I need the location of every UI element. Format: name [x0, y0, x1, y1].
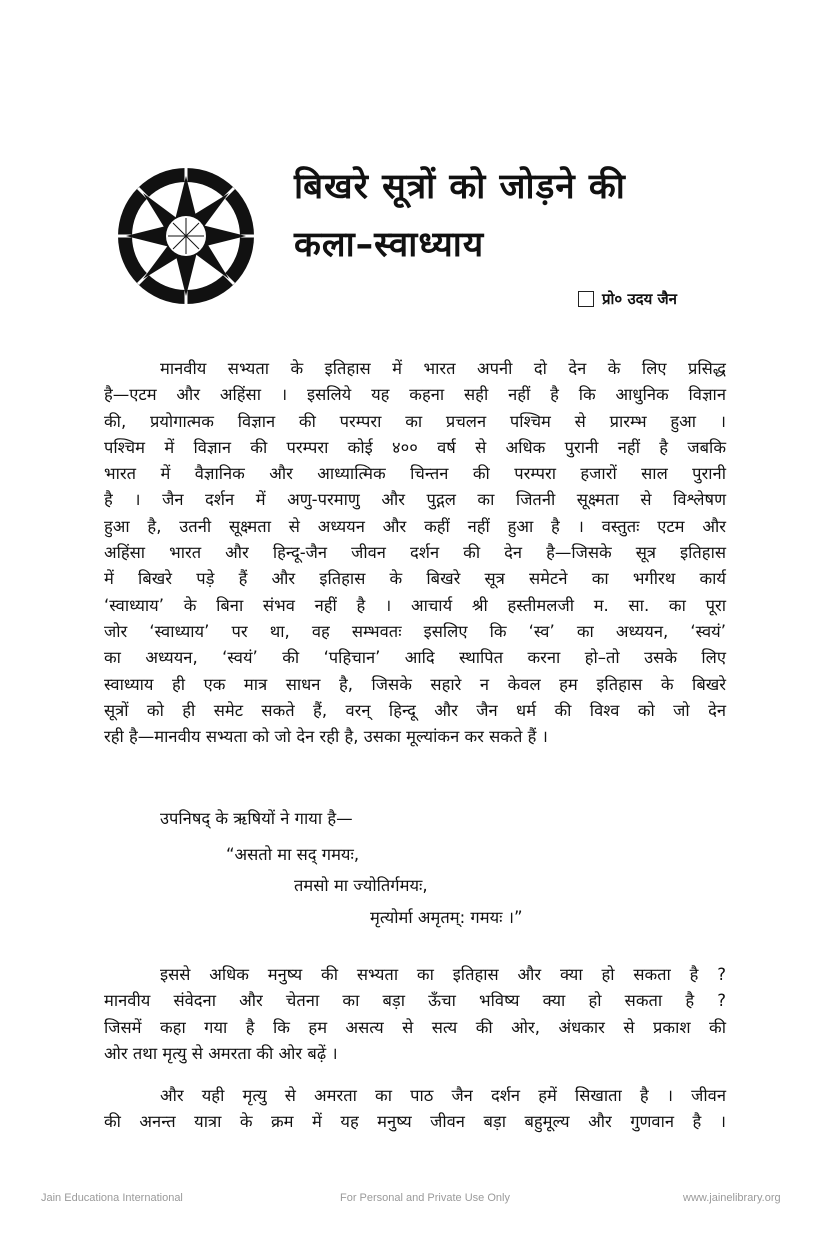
text-line: ओर तथा मृत्यु से अमरता की ओर बढ़ें ।	[104, 1043, 338, 1063]
text-line: इससे अधिक मनुष्य की सभ्यता का इतिहास और क्या हो सकता है ?	[160, 965, 726, 984]
text-line: स्वाध्याय ही एक मात्र साधन है, जिसके सहारे न केवल हम इतिहास के बिखरे	[104, 674, 726, 694]
text-line: मानवीय सभ्यता के इतिहास में भारत अपनी दो देन के लिए प्रसिद्ध	[160, 359, 726, 378]
paragraph-1	[104, 356, 726, 750]
text-line: है । जैन दर्शन में अणु-परमाणु और पुद्गल का जितनी सूक्ष्मता से विश्लेषण	[104, 490, 726, 510]
author-name: प्रो० उदय जैन	[602, 290, 678, 308]
text-line: सूत्रों को ही समेट सकते हैं, वरन् हिन्दू और जैन धर्म की विश्व को जो देन	[104, 700, 726, 720]
paragraph-2	[104, 962, 726, 1067]
text-line: में बिखरे पड़े हैं और इतिहास के बिखरे सूत्र समेटने का भगीरथ कार्य	[104, 569, 726, 589]
quote-intro: उपनिषद् के ऋषियों ने गाया है—	[160, 809, 353, 828]
footer-website-link[interactable]: www.jainelibrary.org	[683, 1192, 781, 1204]
decorative-mandala-icon	[116, 166, 256, 306]
verse-line-2: तमसो मा ज्योतिर्गमयः,	[294, 876, 428, 895]
text-line: भारत में वैज्ञानिक और आध्यात्मिक चिन्तन की परम्परा हजारों साल पुरानी	[104, 464, 726, 484]
article-title-line-1: बिखरे सूत्रों को जोड़ने की	[294, 167, 626, 207]
text-line: की, प्रयोगात्मक विज्ञान की परम्परा का प्रचलन पश्चिम से प्रारम्भ हुआ ।	[104, 411, 726, 431]
text-line: रही है—मानवीय सभ्यता को जो देन रही है, उसका मूल्यांकन कर सकते हैं ।	[104, 727, 548, 747]
text-line: पश्चिम में विज्ञान की परम्परा कोई ४०० वर्ष से अधिक पुरानी नहीं है जबकि	[104, 437, 726, 457]
text-line: हुआ है, उतनी सूक्ष्मता से अध्ययन और कहीं नहीं हुआ है । वस्तुतः एटम और	[104, 516, 726, 536]
text-line: जोर ‘स्वाध्याय’ पर था, वह सम्भवतः इसलिए कि ‘स्व’ का अध्ययन, ‘स्वयं’	[104, 621, 726, 641]
text-line: मानवीय संवेदना और चेतना का बड़ा ऊँचा भविष्य क्या हो सकता है ?	[104, 991, 726, 1011]
author-byline	[578, 289, 677, 309]
text-line: जिसमें कहा गया है कि हम असत्य से सत्य की ओर, अंधकार से प्रकाश की	[104, 1017, 726, 1037]
text-line: का अध्ययन, ‘स्वयं’ की ‘पहिचान’ आदि स्थापित करना हो–तो उसके लिए	[104, 648, 726, 668]
text-line: अहिंसा भारत और हिन्दू-जैन जीवन दर्शन की देन है—जिसके सूत्र इतिहास	[104, 543, 726, 563]
square-bullet-icon	[578, 291, 594, 307]
footer-usage-note: For Personal and Private Use Only	[340, 1192, 510, 1204]
text-line: है—एटम और अहिंसा । इसलिये यह कहना सही नहीं है कि आधुनिक विज्ञान	[104, 385, 726, 405]
article-title-line-2: कला–स्वाध्याय	[294, 225, 485, 265]
verse-line-3: मृत्योर्मा अमृतम्: गमयः ।”	[370, 908, 523, 927]
text-line: और यही मृत्यु से अमरता का पाठ जैन दर्शन हमें सिखाता है । जीवन	[160, 1086, 726, 1105]
footer-publisher: Jain Educationa International	[41, 1192, 183, 1204]
paragraph-3	[104, 1083, 726, 1136]
text-line: की अनन्त यात्रा के क्रम में यह मनुष्य जीवन बड़ा बहुमूल्य और गुणवान है ।	[104, 1112, 726, 1132]
verse-line-1: “असतो मा सद् गमयः,	[226, 845, 360, 864]
text-line: ‘स्वाध्याय’ के बिना संभव नहीं है । आचार्य श्री हस्तीमलजी म. सा. का पूरा	[104, 595, 726, 615]
